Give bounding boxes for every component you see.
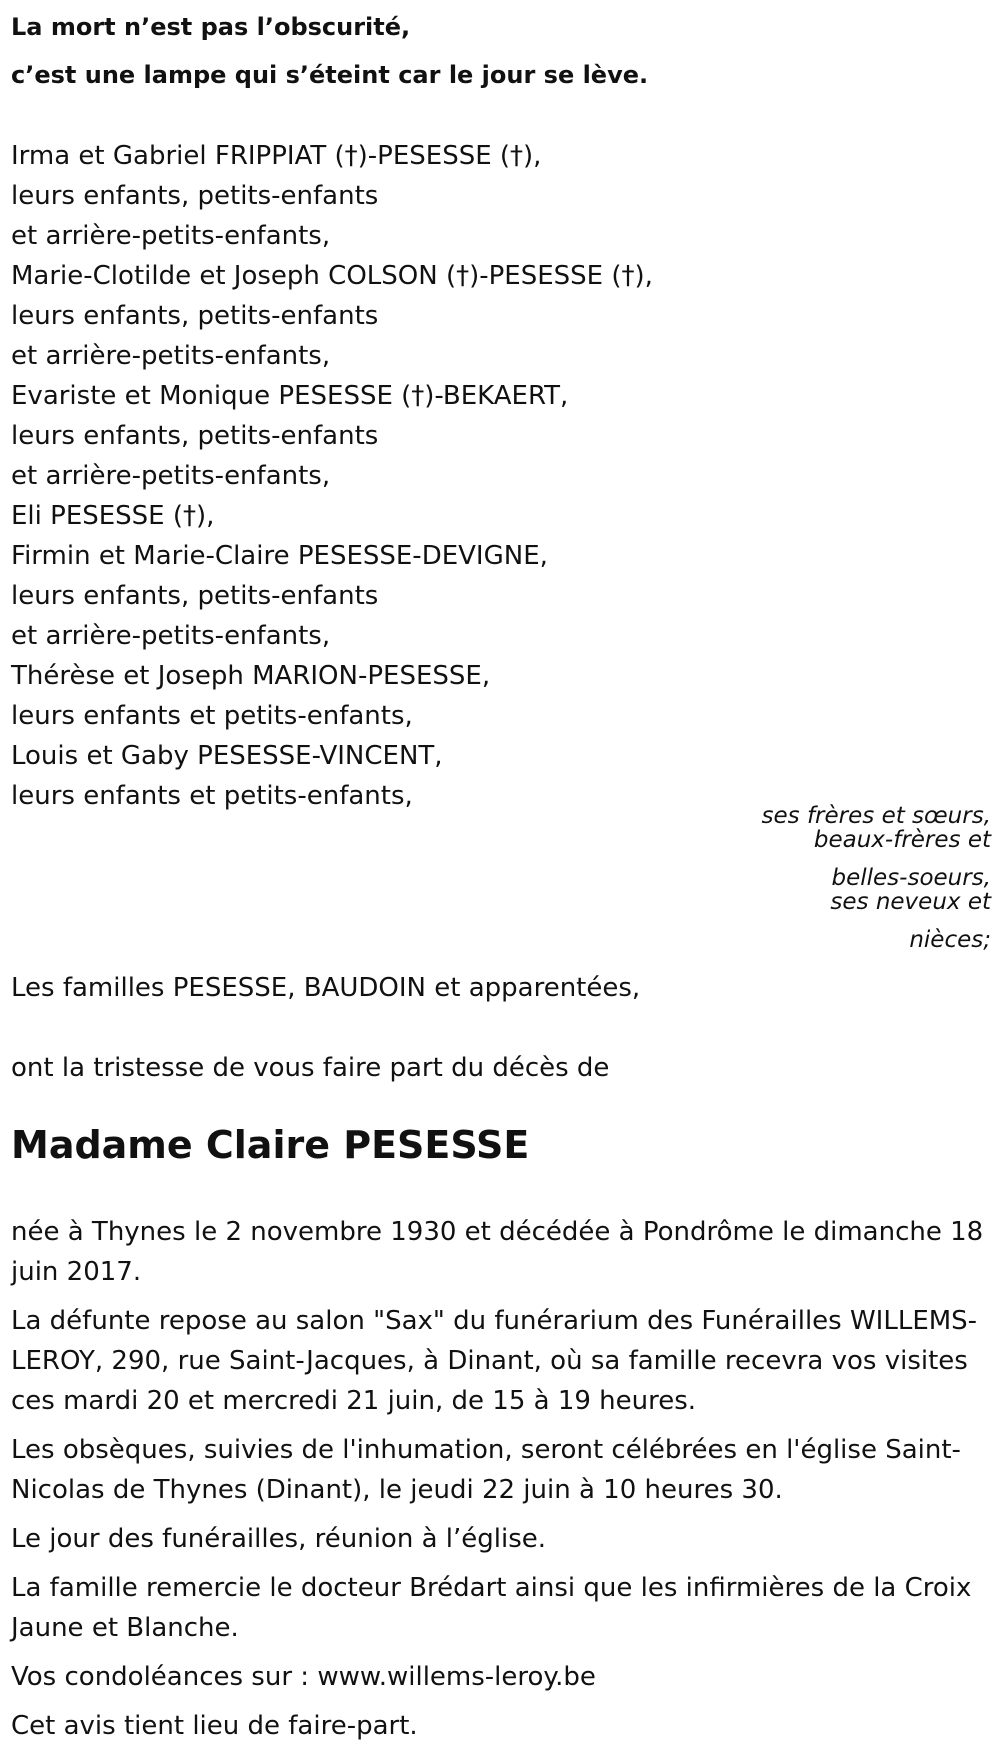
deceased-name: Madame Claire PESESSE xyxy=(11,1123,530,1167)
family-line: leurs enfants, petits-enfants xyxy=(11,421,379,451)
families-line: Les familles PESESSE, BAUDOIN et apparentées, xyxy=(11,973,641,1003)
relations-line: ses frères et sœurs, xyxy=(761,803,991,829)
family-line: Thérèse et Joseph MARION-PESESSE, xyxy=(11,661,491,691)
ceremony-paragraph: Les obsèques, suivies de l'inhumation, seront célébrées en l'église Saint-Nicolas de Thynes (Dinant), le jeudi 22 juin à 10 heures 30. xyxy=(11,1435,961,1505)
relations-chunk-nieces xyxy=(591,928,991,952)
family-line: Irma et Gabriel FRIPPIAT (†)-PESESSE (†), xyxy=(11,141,542,171)
gathering-paragraph: Le jour des funérailles, réunion à l’église. xyxy=(11,1524,547,1554)
family-line: et arrière-petits-enfants, xyxy=(11,341,331,371)
quote-line-2: c’est une lampe qui s’éteint car le jour se lève. xyxy=(11,61,649,89)
thanks-paragraph: La famille remercie le docteur Brédart ainsi que les infirmières de la Croix Jaune et Blanche. xyxy=(11,1573,972,1643)
family-line: leurs enfants et petits-enfants, xyxy=(11,701,413,731)
details-paragraphs xyxy=(11,1212,986,1755)
family-line: Marie-Clotilde et Joseph COLSON (†)-PESESSE (†), xyxy=(11,261,653,291)
relations-line: beaux-frères et xyxy=(813,827,991,853)
family-line: leurs enfants, petits-enfants xyxy=(11,181,379,211)
family-list xyxy=(11,136,653,816)
family-line: leurs enfants, petits-enfants xyxy=(11,301,379,331)
condolences-paragraph: Vos condoléances sur : www.willems-leroy.be xyxy=(11,1662,596,1692)
family-line: et arrière-petits-enfants, xyxy=(11,461,331,491)
funeral-home-paragraph: La défunte repose au salon "Sax" du funérarium des Funérailles WILLEMS-LEROY, 290, rue Saint-Jacques, à Dinant, où sa famille recevra vos visites ces mardi 20 et mercredi 21 juin, de 15 à 19 heures. xyxy=(11,1306,978,1416)
quote-line-1: La mort n’est pas l’obscurité, xyxy=(11,13,411,41)
family-line: Firmin et Marie-Claire PESESSE-DEVIGNE, xyxy=(11,541,548,571)
relations-line: belles-soeurs, xyxy=(831,865,991,891)
relations-line: nièces; xyxy=(909,927,991,953)
birth-death-paragraph: née à Thynes le 2 novembre 1930 et décédée à Pondrôme le dimanche 18 juin 2017. xyxy=(11,1217,984,1287)
notice-paragraph: Cet avis tient lieu de faire-part. xyxy=(11,1711,418,1741)
relations-chunk-siblings xyxy=(591,804,991,852)
family-line: Eli PESESSE (†), xyxy=(11,501,215,531)
family-line: Louis et Gaby PESESSE-VINCENT, xyxy=(11,741,443,771)
relations-line: ses neveux et xyxy=(830,889,991,915)
announcement-line: ont la tristesse de vous faire part du décès de xyxy=(11,1053,610,1083)
relations-block xyxy=(591,804,991,966)
family-line: Evariste et Monique PESESSE (†)-BEKAERT, xyxy=(11,381,569,411)
family-line: et arrière-petits-enfants, xyxy=(11,621,331,651)
family-line: et arrière-petits-enfants, xyxy=(11,221,331,251)
family-line: leurs enfants, petits-enfants xyxy=(11,581,379,611)
relations-chunk-in-laws xyxy=(591,866,991,914)
family-line: leurs enfants et petits-enfants, xyxy=(11,781,413,811)
